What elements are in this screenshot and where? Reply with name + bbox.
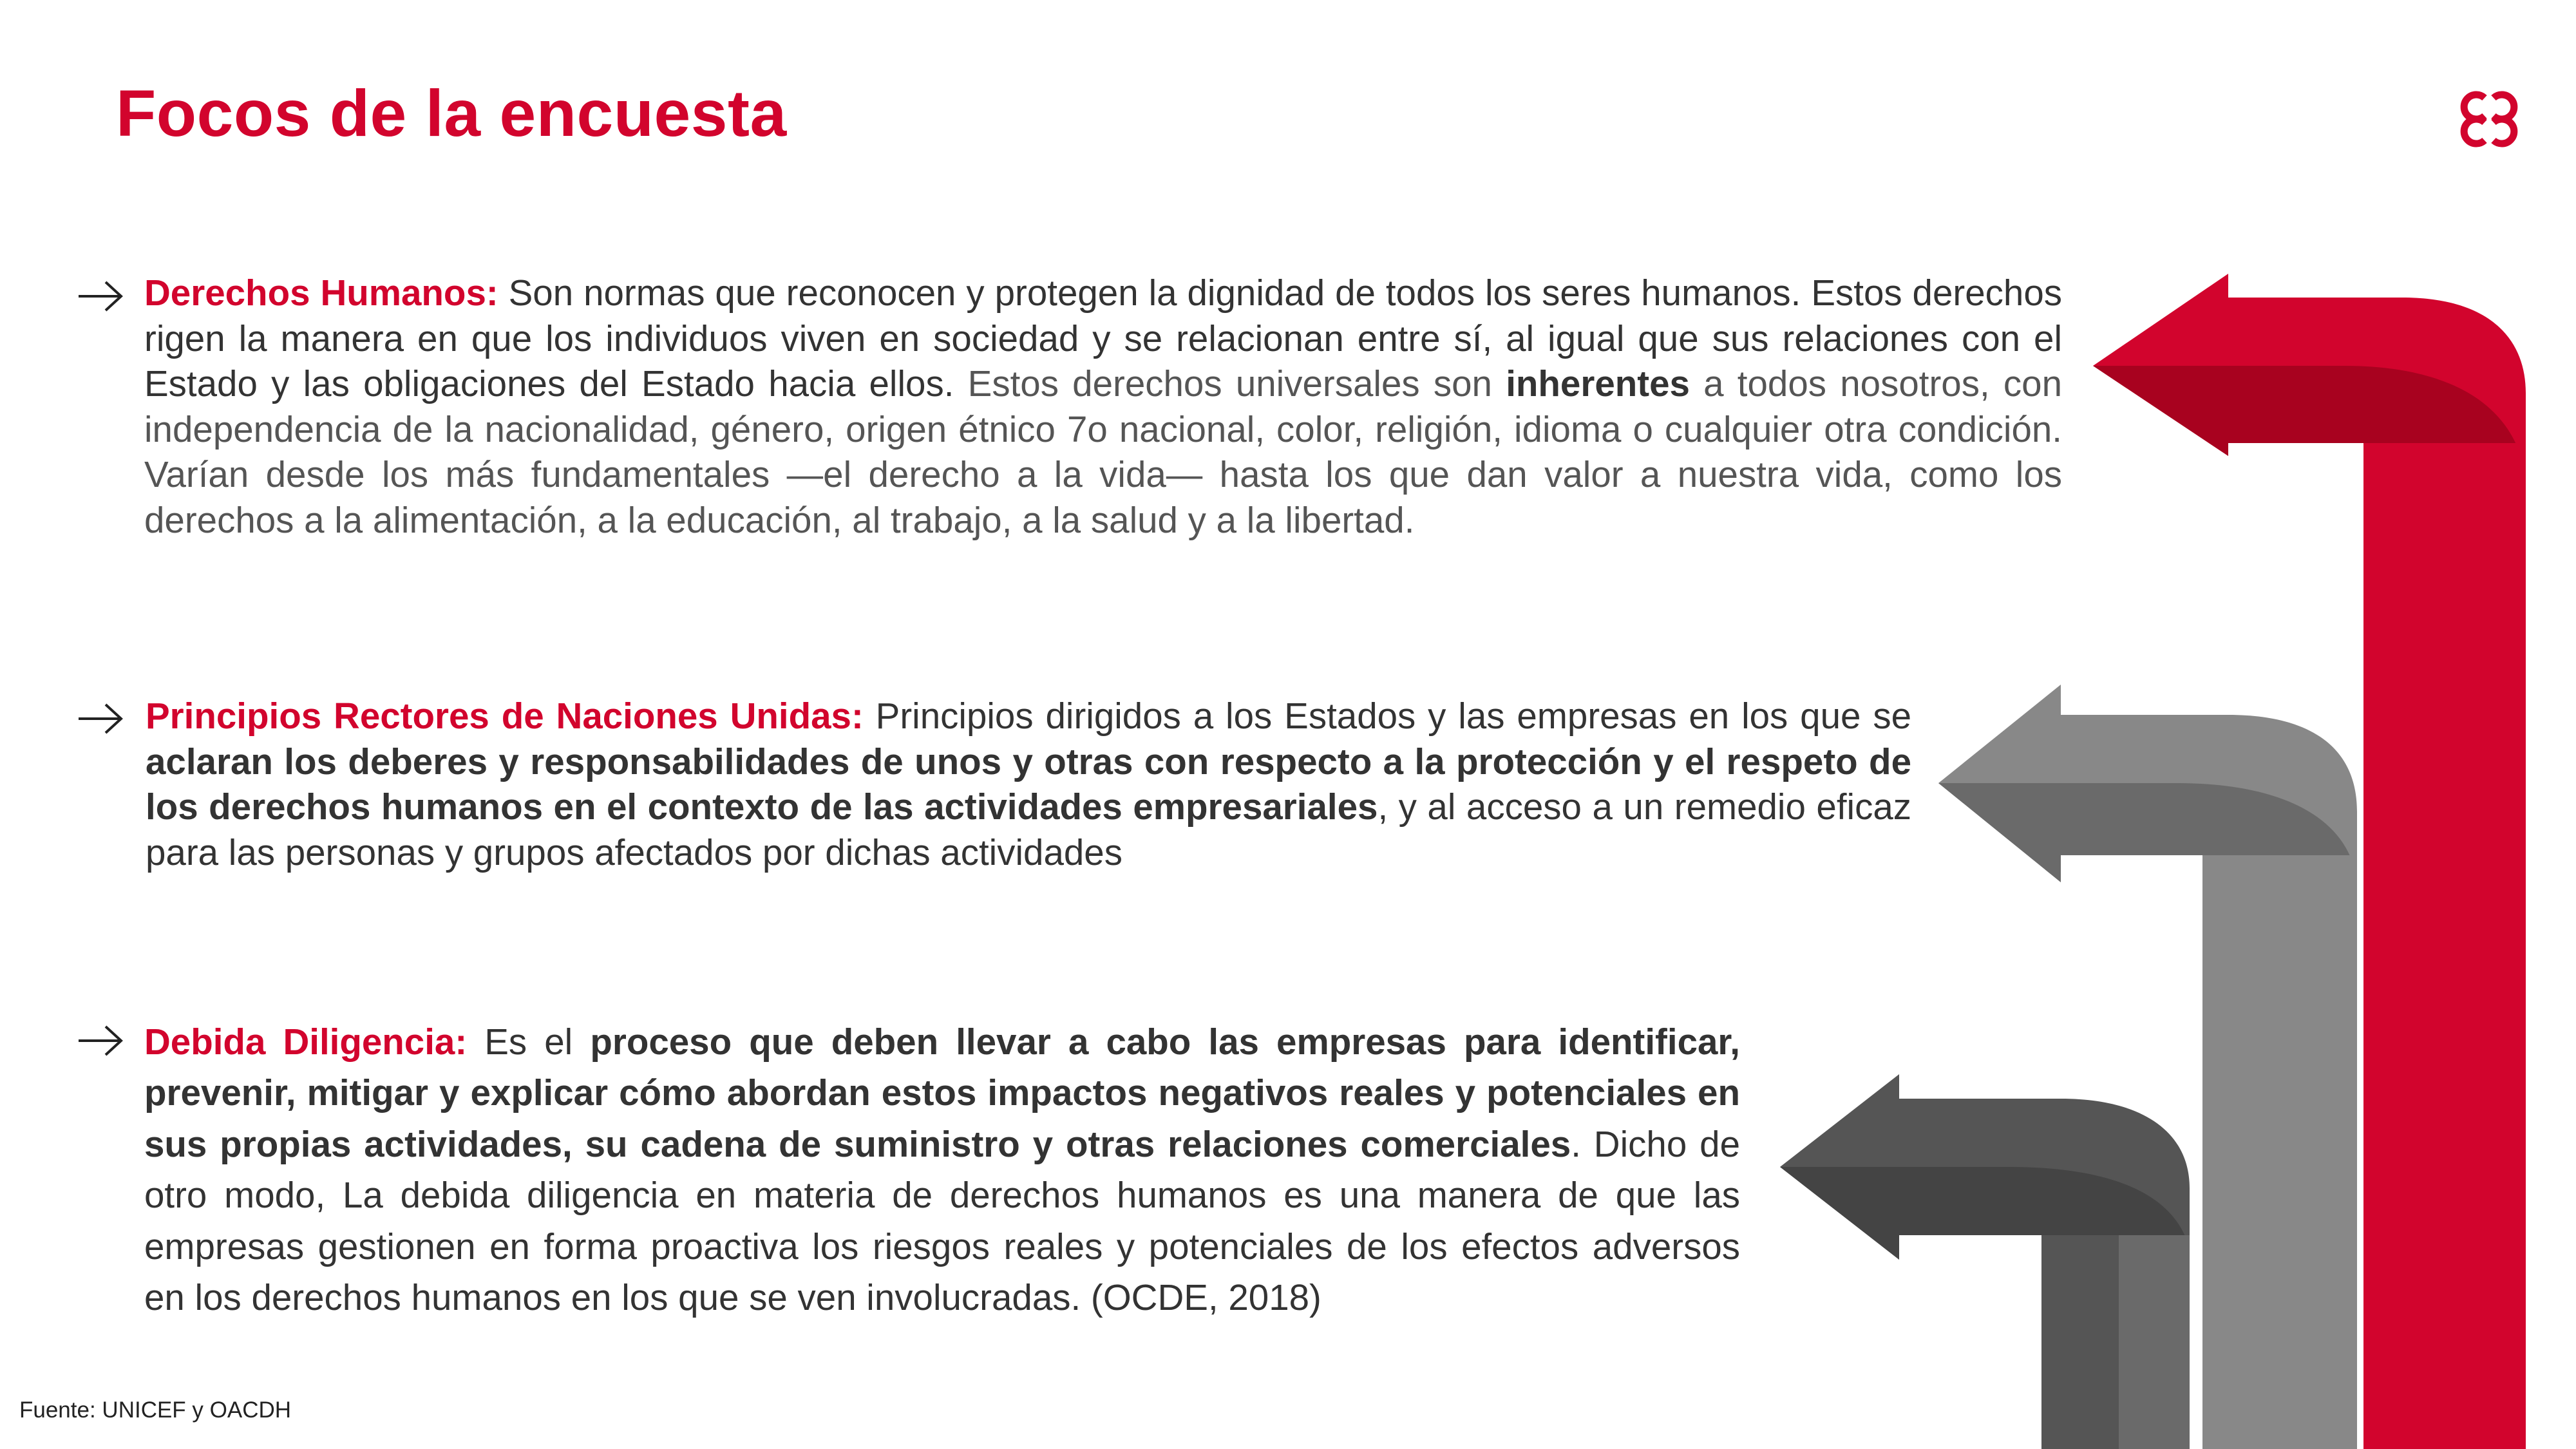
section-text: Principios dirigidos a los Estados y las empresas en los que se xyxy=(863,696,1911,736)
section-heading: Principios Rectores de Naciones Unidas: xyxy=(146,696,864,736)
page-title: Focos de la encuesta xyxy=(116,77,787,150)
section-text: . Dicho de otro modo, La debida diligencia en materia de derechos humanos es una manera de que las empresas gestionen en forma proactiva los riesgos reales y potenciales de los efectos adversos en los derechos humanos en los que se ven involucradas. (OCDE, 2018) xyxy=(144,1123,1741,1318)
section-principios-rectores xyxy=(146,694,1911,875)
section-derechos-humanos xyxy=(144,270,2062,544)
section-bold-text: inherentes xyxy=(1506,363,1690,404)
section-text: , y al acceso a un remedio eficaz para las personas y grupos afectados por dichas actividades xyxy=(146,786,1911,873)
section-heading: Derechos Humanos: xyxy=(144,272,498,313)
right-arrow-icon xyxy=(75,1021,126,1060)
section-debida-diligencia xyxy=(144,1016,1740,1323)
right-arrow-icon xyxy=(75,699,126,738)
section-text: a todos nosotros, con independencia de la nacionalidad, género, origen étnico 7o nacional, color, religión, idioma o cualquier otra condición. Varían desde los más fundamentales —el derecho a la vida— hasta los que dan valor a nuestra vida, como los derechos a la alimentación, a la educación, al trabajo, a la salud y a la libertad. xyxy=(144,363,2062,540)
section-heading: Debida Diligencia: xyxy=(144,1021,468,1062)
dark-grey-arrow-icon xyxy=(1780,1074,2190,1449)
section-text: Estos derechos universales son xyxy=(954,363,1506,404)
section-bold-text: proceso que deben llevar a cabo las empresas para identificar, prevenir, mitigar y explicar cómo abordan estos impactos negativos reales y potenciales en sus propias actividades, su cadena de suministro y otras relaciones comerciales xyxy=(144,1021,1740,1164)
section-text: Es el xyxy=(467,1021,591,1062)
right-arrow-icon xyxy=(75,277,126,316)
section-bold-text: aclaran los deberes y responsabilidades de unos y otras con respecto a la protección y el respeto de los derechos humanos en el contexto de las actividades empresariales xyxy=(146,741,1911,828)
source-note: Fuente: UNICEF y OACDH xyxy=(19,1397,292,1423)
section-text: Son normas que reconocen y protegen la dignidad de todos los seres humanos. Estos derechos rigen la manera en que los individuos viven en sociedad y se relacionan entre sí, al igual que sus relaciones con el Estado y las obligaciones del Estado hacia ellos. xyxy=(144,272,2062,404)
